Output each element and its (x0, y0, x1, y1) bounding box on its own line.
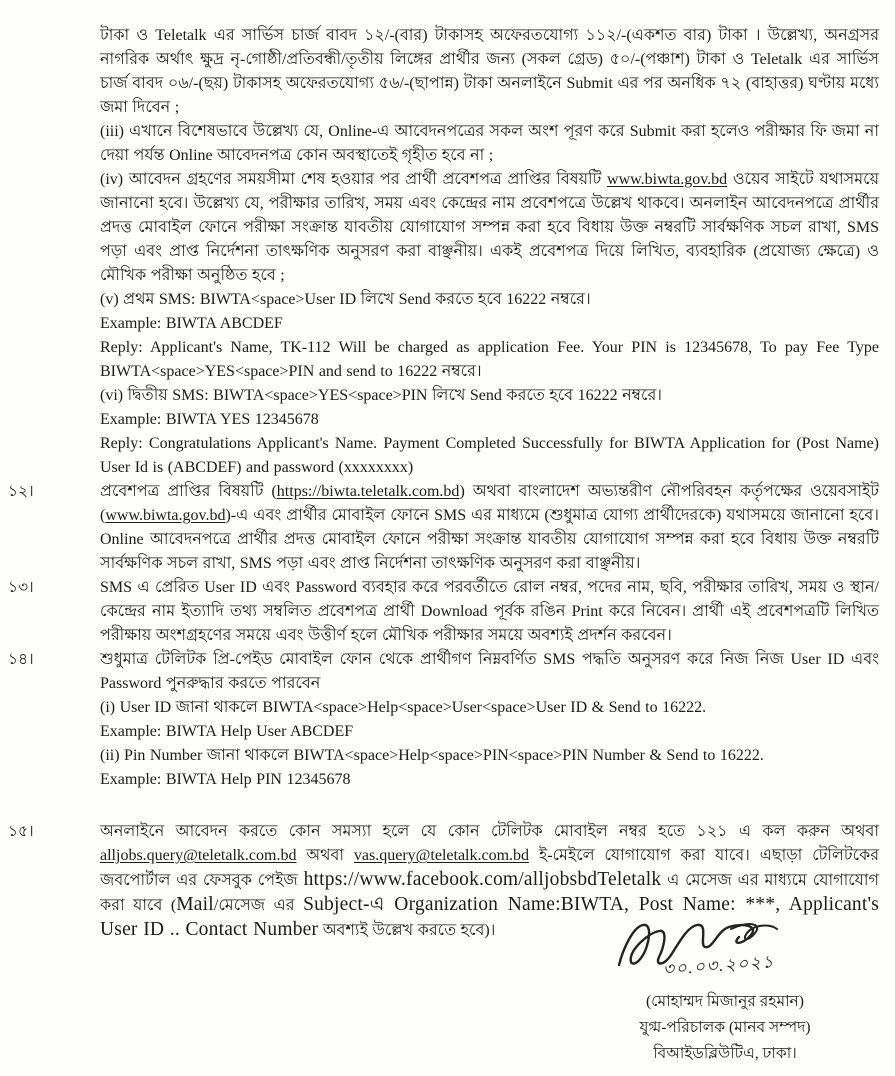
signature-block (585, 915, 865, 1067)
circular-item (8, 168, 879, 288)
signatory-title: যুগ্ম-পরিচালক (মানব সম্পদ) (639, 1019, 811, 1036)
paragraph (100, 408, 879, 432)
paragraph (100, 576, 879, 648)
circular-item (8, 744, 879, 768)
text-segment: (i) User ID জানা থাকলে BIWTA<space>Help<space>User<space>User ID & Send to 16222. (100, 699, 707, 716)
text-segment: শুধুমাত্র টেলিটক প্রি-পেইড মোবাইল ফোন থেকে প্রার্থীগণ নিম্নবর্ণিত SMS পদ্ধতি অনুসরণ করে নিজ নিজ User ID এবং Password পুনরুদ্ধার করতে পারবেন (100, 651, 879, 692)
text-segment: (iii) এখানে বিশেষভাবে উল্লেখ্য যে, Online-এ আবেদনপত্রের সকল অংশ পূরণ করে Submit করা হলেও পরীক্ষার ফি জমা না দেয়া পর্যন্ত Online আবেদনপত্র কোন অবস্থাতেই গৃহীত হবে না ; (100, 123, 879, 164)
item-number: ১৩। (8, 579, 34, 596)
paragraph (100, 720, 879, 744)
text-segment: )-এ এবং প্রার্থীর মোবাইল ফোনে SMS এর মাধ্যমে (শুধুমাত্র যোগ্য প্রার্থীদেরকে) যথাসময়ে জানানো হবে। Online আবেদনপত্রে প্রার্থীর প্রদত্ত মোবাইল ফোনে পরীক্ষা সংক্রান্ত যাবতীয় যোগাযোগ সম্পন্ন করা হবে বিধায় উক্ত নম্বরটি সার্বক্ষণিক সচল রাখা, SMS পড়া এবং প্রাপ্ত নির্দেশনা তাৎক্ষণিক অনুসরণ করা বাঞ্ছনীয়। (100, 507, 879, 572)
text-segment: ওয়েব সাইটে যথাসময়ে জানানো হবে। উল্লেখ্য যে, পরীক্ষার তারিখ, সময় এবং কেন্দ্রের নাম প্রবেশপত্রে উল্লেখ থাকবে। অনলাইন আবেদনপত্রে প্রার্থীর প্রদত্ত মোবাইল ফোনে পরীক্ষা সংক্রান্ত যাবতীয় যোগাযোগ সম্পন্ন করা হবে বিধায় উক্ত নম্বরটি সার্বক্ষণিক সচল রাখা, SMS পড়া এবং প্রাপ্ত নির্দেশনা তাৎক্ষণিক অনুসরণ করা বাঞ্ছনীয়। একই প্রবেশপত্র দিয়ে লিখিত, ব্যবহারিক (প্রযোজ্য ক্ষেত্রে) ও মৌখিক পরীক্ষা অনুষ্ঠিত হবে ; (100, 171, 879, 284)
circular-item (8, 480, 879, 576)
paragraph (100, 312, 879, 336)
paragraph (100, 480, 879, 576)
text-segment: SMS এ প্রেরিত User ID এবং Password ব্যবহার করে পরবর্তীতে রোল নম্বর, পদের নাম, ছবি, পরীক্ষার তারিখ, সময় ও স্থান/কেন্দ্রের নাম ইত্যাদি তথ্য সম্বলিত প্রবেশপত্র প্রার্থী Download পূর্বক রঙিন Print করে নিবেন। প্রার্থী এই প্রবেশপত্রটি লিখিত পরীক্ষায় অংশগ্রহণের সময়ে এবং উত্তীর্ণ হলে মৌখিক পরীক্ষার সময়ে অবশ্যই প্রদর্শন করবেন। (100, 579, 879, 644)
item-number: ১৪। (8, 651, 34, 668)
text-segment: (ii) Pin Number জানা থাকলে BIWTA<space>Help<space>PIN<space>PIN Number & Send to 16222. (100, 747, 764, 764)
text-segment: (vi) দ্বিতীয় SMS: BIWTA<space>YES<space>PIN লিখে Send করতে হবে 16222 নম্বরে। (100, 387, 663, 404)
link-text: www.biwta.gov.bd (607, 171, 728, 188)
text-segment: Example: BIWTA YES 12345678 (100, 411, 319, 428)
text-segment: প্রবেশপত্র প্রাপ্তির বিষয়টি ( (100, 483, 277, 500)
text-segment: ) অথবা বাংলাদেশ অভ্যন্তরীণ নৌপরিবহন কর্তৃপক্ষের ওয়েবসাইট ( (100, 483, 879, 524)
paragraph (100, 744, 879, 768)
text-segment: (iv) আবেদন গ্রহণের সময়সীমা শেষ হওয়ার পর প্রার্থী প্রবেশপত্র প্রাপ্তির বিষয়টি (100, 171, 608, 188)
text-segment: Example: BIWTA Help User ABCDEF (100, 723, 354, 740)
text-segment: টাকা ও Teletalk এর সার্ভিস চার্জ বাবদ ১২/-(বার) টাকাসহ অফেরতযোগ্য ১১২/-(একশত বার) টাকা । উল্লেখ্য, অনগ্রসর নাগরিক অর্থাৎ ক্ষুদ্র নৃ-গোষ্ঠী/প্রতিবন্ধী/তৃতীয় লিঙ্গের প্রার্থীর জন্য (সকল গ্রেড) ৫০/-(পঞ্চাশ) টাকা ও Teletalk এর সার্ভিস চার্জ বাবদ ০৬/-(ছয়) টাকাসহ অফেরতযোগ্য ৫৬/-(ছাপান্ন) টাকা অনলাইনে Submit এর পর অনধিক ৭২ (বাহাত্তর) ঘণ্টায় মধ্যে জমা দিবেন ; (100, 27, 879, 116)
text-segment: ই-মেইলে যোগাযোগ করা যাবে। এছাড়া টেলিটকের জবপোর্টাল এর ফেসবুক পেইজ (100, 847, 880, 889)
paragraph (100, 288, 879, 312)
signature-area (585, 915, 865, 987)
circular-item (8, 720, 879, 744)
circular-item (8, 576, 879, 648)
item-number: ১৫। (8, 823, 34, 840)
text-segment: Reply: Congratulations Applicant's Name. Payment Completed Successfully for BIWTA Application for (Post Name) User Id is (ABCDEF) and password (xxxxxxxx) (100, 435, 879, 476)
text-segment: https://www.facebook.com/alljobsbdTeletalk (303, 869, 662, 890)
circular-item (8, 696, 879, 720)
circular-item (8, 648, 879, 696)
item-number: ১২। (8, 483, 34, 500)
circular-item (8, 312, 879, 336)
signatory-name: (মোহাম্মদ মিজানুর রহমান) (646, 993, 804, 1010)
paragraph (100, 648, 879, 696)
paragraph (100, 336, 879, 384)
text-segment: অথবা (296, 847, 354, 864)
text-segment: Example: BIWTA ABCDEF (100, 315, 283, 332)
circular-item (8, 432, 879, 480)
circular-item (8, 288, 879, 312)
text-segment: Reply: Applicant's Name, TK-112 Will be charged as application Fee. Your PIN is 12345678, To pay Fee Type BIWTA<space>YES<space>PIN and send to 16222 নম্বরে। (100, 339, 879, 380)
signature-date: ৩০.০৩.২০২১ (662, 952, 776, 979)
link-text: www.biwta.gov.bd (105, 507, 226, 524)
text-segment: অবশ্যই উল্লেখ করতে হবে)। (318, 922, 496, 939)
paragraph (100, 120, 879, 168)
circular-item (8, 336, 879, 384)
circular-text-body (8, 24, 879, 943)
paragraph (100, 696, 879, 720)
text-segment: Mail (176, 894, 214, 915)
circular-item (8, 408, 879, 432)
link-text: https://biwta.teletalk.com.bd (276, 483, 460, 500)
circular-item (8, 384, 879, 408)
text-segment: অনলাইনে আবেদন করতে কোন সমস্যা হলে যে কোন টেলিটক মোবাইল নম্বর হতে ১২১ এ কল করুন অথবা (100, 823, 879, 840)
text-segment: এ মেসেজ এর মাধ্যমে যোগাযোগ করা যাবে ( (100, 872, 880, 914)
text-segment: (v) প্রথম SMS: BIWTA<space>User ID লিখে Send করতে হবে 16222 নম্বরে। (100, 291, 591, 308)
circular-item (8, 120, 879, 168)
link-text: alljobs.query@teletalk.com.bd (100, 847, 297, 864)
text-segment: Subject-এ Organization Name:BIWTA, Post Name: ***, Applicant's User ID .. Contact Number (100, 894, 880, 940)
paragraph (100, 768, 879, 792)
text-segment: Example: BIWTA Help PIN 12345678 (100, 771, 351, 788)
paragraph (100, 384, 879, 408)
signatory-org: বিআইডব্লিউটিএ, ঢাকা। (653, 1045, 797, 1062)
link-text: vas.query@teletalk.com.bd (353, 847, 530, 864)
circular-item (8, 768, 879, 792)
paragraph (100, 432, 879, 480)
paragraph (100, 24, 879, 120)
text-segment: /মেসেজ এর (213, 897, 304, 914)
circular-item (8, 24, 879, 120)
paragraph (100, 168, 879, 288)
